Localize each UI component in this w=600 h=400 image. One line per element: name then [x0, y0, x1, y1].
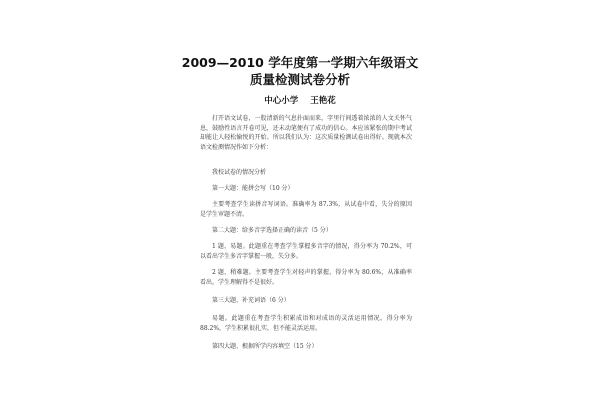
- question1-analysis: 主要考查学生读拼音写词语。准确率为 87.3%，从试卷中看，失分的原因是学生审题不清。: [200, 201, 412, 218]
- author-name: 王艳花: [310, 96, 336, 106]
- document-title-line2: 质量检测试卷分析: [249, 72, 350, 87]
- intro-paragraph: 打开语文试卷，一股清新的气息扑面而来，字里行间透着浓浓的人文关怀气息，鼓励性语言开卷可见，还未动笔便有了成功的信心。本应该紧张的期中考试却能让人轻松愉悦的开始。所以我们认为：这次质量检测试卷出得好。现就本次语文检测情况作如下分析：: [200, 115, 412, 151]
- school-name: 中心小学: [264, 96, 299, 106]
- question1-heading: 第一大题：能拼会写（10 分）: [212, 185, 294, 192]
- question3-analysis: 易题。此题重在考查学生积累成语和对成语的灵活运用情况。得分率为 88.2%，学生积累很扎实，但不能灵活运用。: [200, 315, 412, 332]
- question2-item2: 2 题，稍难题。主要考查学生对轻声的掌握，得分率为 80.6%，从准确率看出，学生理解得不是很好。: [200, 269, 412, 286]
- section-heading: 我校试卷的情况分析: [212, 169, 267, 176]
- question2-heading: 第二大题：给多音字选择正确的读音（5 分）: [212, 227, 332, 234]
- question3-heading: 第三大题、补充词语（6 分）: [212, 297, 290, 304]
- document-title-line1: 2009—2010 学年度第一学期六年级语文: [181, 55, 419, 70]
- question4-heading: 第四大题、根据所学内容填空（15 分）: [212, 343, 318, 350]
- question2-item1: 1 题，易题。此题重在考查学生掌握多音字的情况，得分率为 70.2%，可以看出学生多音字掌握一般，失分多。: [200, 243, 412, 260]
- author-line: [0, 94, 600, 106]
